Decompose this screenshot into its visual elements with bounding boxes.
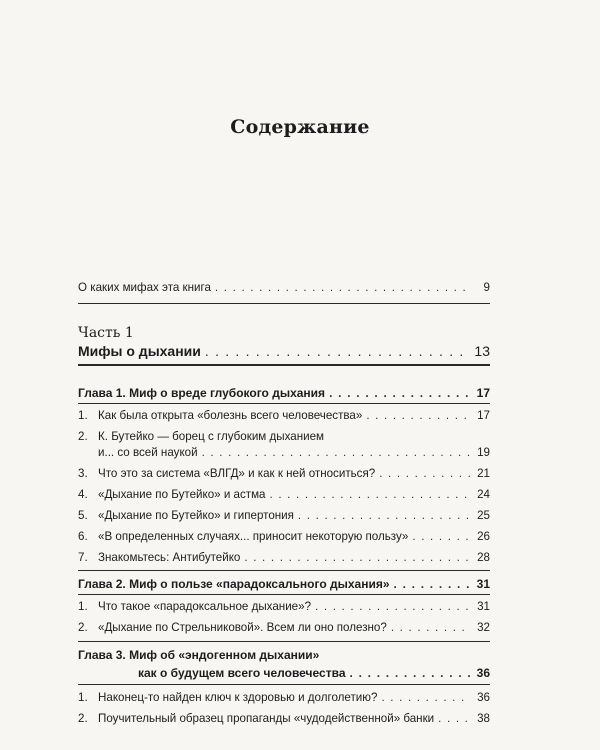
toc-page-number: 26: [477, 530, 490, 543]
toc-item[interactable]: [78, 529, 490, 545]
toc-page-number: 24: [477, 488, 490, 501]
divider: [78, 303, 490, 304]
leader-dots: [366, 408, 470, 424]
toc-page-number: 13: [474, 343, 490, 359]
chapter-title: Глава 2. Миф о пользе «парадоксального дыхания»: [78, 577, 390, 591]
toc-page-number: 36: [476, 666, 490, 680]
toc-chapter-3-continuation[interactable]: [78, 665, 490, 681]
leader-dots: [244, 550, 470, 566]
toc-item[interactable]: [78, 508, 490, 524]
item-number: 1.: [78, 409, 88, 422]
leader-dots: [329, 385, 470, 401]
item-text: и... со всей наукой: [98, 446, 198, 459]
toc-page-number: 31: [476, 577, 490, 591]
item-number: 5.: [78, 509, 88, 522]
chapter-title: как о будущем всего человечества: [138, 666, 346, 680]
toc-item[interactable]: [78, 550, 490, 566]
toc-page-number: 38: [477, 712, 490, 725]
toc-page-number: 21: [477, 467, 490, 480]
toc-item[interactable]: [78, 487, 490, 503]
item-text: «В определенных случаях... приносит некоторую пользу»: [98, 530, 409, 543]
divider: [78, 641, 490, 642]
leader-dots: [315, 599, 470, 615]
divider: [78, 570, 490, 571]
item-number: 7.: [78, 551, 88, 564]
item-text: Как была открыта «болезнь всего человечества»: [98, 409, 363, 422]
divider: [78, 364, 490, 366]
leader-dots: [205, 343, 470, 359]
item-number: 3.: [78, 467, 88, 480]
toc-entry-text: О каких мифах эта книга: [78, 281, 211, 294]
toc-intro-entry[interactable]: [78, 280, 490, 296]
leader-dots: [412, 529, 470, 545]
leader-dots: [270, 487, 471, 503]
toc-item-continuation[interactable]: [78, 445, 490, 461]
item-number: 2.: [78, 621, 88, 634]
page-title: Содержание: [230, 116, 370, 138]
item-text: «Дыхание по Стрельниковой». Всем ли оно полезно?: [98, 621, 387, 634]
toc-part-entry[interactable]: [78, 343, 490, 359]
item-number: 2.: [78, 712, 88, 725]
toc-page-number: 9: [483, 281, 490, 294]
item-text: Что это за система «ВЛГД» и как к ней относиться?: [98, 467, 376, 480]
toc-item[interactable]: [78, 620, 490, 636]
item-number: 1.: [78, 600, 88, 613]
item-number: 2.: [78, 430, 88, 443]
item-text: Знакомьтесь: Антибутейко: [98, 551, 241, 564]
item-text: Что такое «парадоксальное дыхание»?: [98, 600, 312, 613]
toc-chapter-1[interactable]: [78, 385, 490, 401]
toc-page-number: 17: [476, 386, 490, 400]
toc-item[interactable]: [78, 690, 490, 706]
toc-item[interactable]: [78, 711, 490, 727]
leader-dots: [391, 620, 470, 636]
toc-item[interactable]: [78, 408, 490, 424]
item-number: 4.: [78, 488, 88, 501]
toc-page-number: 31: [477, 600, 490, 613]
chapter-title: Глава 3. Миф об «эндогенном дыхании»: [78, 648, 320, 662]
leader-dots: [350, 665, 471, 681]
leader-dots: [215, 280, 470, 296]
item-number: 1.: [78, 691, 88, 704]
leader-dots: [298, 508, 470, 524]
leader-dots: [394, 576, 470, 592]
toc-chapter-2[interactable]: [78, 576, 490, 592]
toc-page-number: 25: [477, 509, 490, 522]
divider: [78, 403, 490, 404]
chapter-title: Глава 1. Миф о вреде глубокого дыхания: [78, 386, 326, 400]
item-text: Поучительный образец пропаганды «чудодейственной» банки: [98, 712, 435, 725]
divider: [78, 684, 490, 685]
part-title: Мифы о дыхании: [78, 343, 201, 359]
leader-dots: [379, 466, 470, 482]
table-of-contents: [78, 0, 490, 750]
toc-item[interactable]: [78, 466, 490, 482]
toc-page-number: 32: [477, 621, 490, 634]
item-text: «Дыхание по Бутейко» и астма: [98, 488, 266, 501]
leader-dots: [381, 690, 470, 706]
toc-page-number: 28: [477, 551, 490, 564]
toc-page-number: 17: [477, 409, 490, 422]
toc-chapter-3[interactable]: [78, 647, 490, 663]
leader-dots: [438, 711, 470, 727]
leader-dots: [202, 445, 470, 461]
item-number: 6.: [78, 530, 88, 543]
toc-item[interactable]: [78, 599, 490, 615]
divider: [78, 594, 490, 595]
item-text: К. Бутейко — борец с глубоким дыханием: [98, 430, 325, 443]
item-text: Наконец-то найден ключ к здоровью и долголетию?: [98, 691, 378, 704]
part-label: Часть 1: [78, 325, 134, 341]
toc-item[interactable]: [78, 429, 490, 445]
toc-page-number: 19: [477, 446, 490, 459]
toc-page-number: 36: [477, 691, 490, 704]
item-text: «Дыхание по Бутейко» и гипертония: [98, 509, 294, 522]
